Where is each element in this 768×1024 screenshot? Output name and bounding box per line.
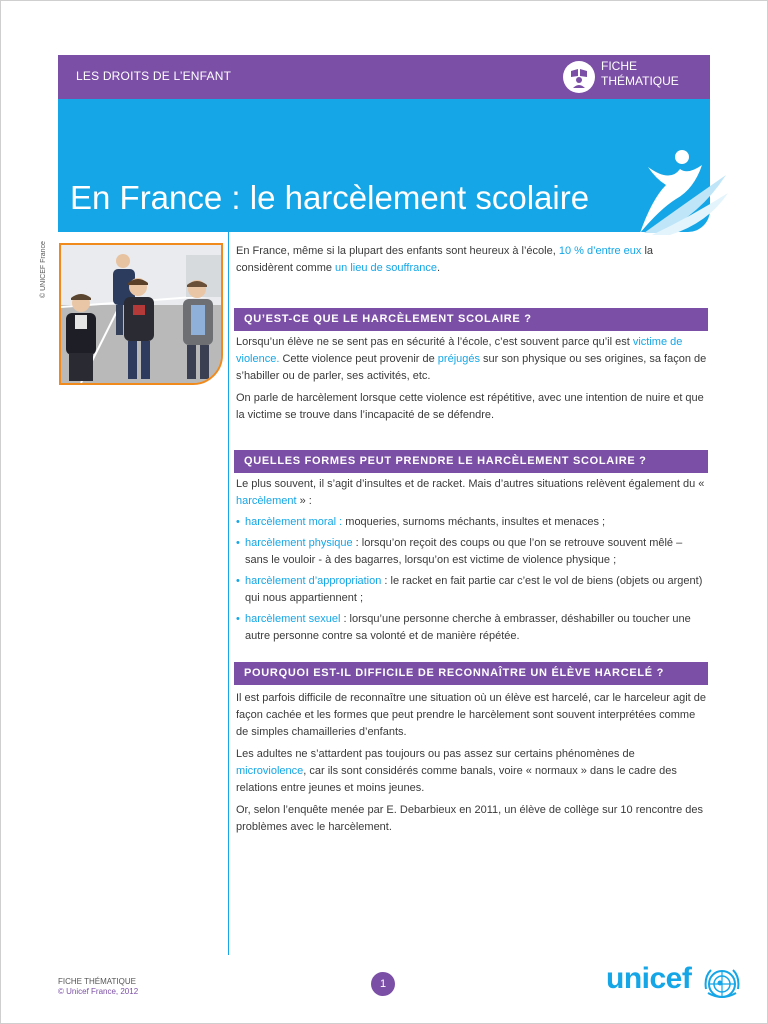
intro-paragraph: En France, même si la plupart des enfants sont heureux à l’école, 10 % d’entre eux la considèrent comme un lieu de souffrance. [236,245,654,274]
section-forms-body: Le plus souvent, il s’agit d’insultes et de racket. Mais d’autres situations relèvent également du « harcèlement » : • harcèlement moral : moqueries, surnoms méchants, insultes et menaces ; • harcèlement physique : lorsqu’on reçoit des coups ou que l’on se retrouve souvent mêlé – sans le vouloir - à des bagarres, lorsqu’on est victime de violence physique ; • harcèlement d’appropriation : le racket en fait partie car c’est le vol de biens (objets ou argent) qui nous appartiennent ; • harcèlement sexuel : lorsqu’une personne cherche à embrasser, déshabiller ou toucher une autre personne contre sa volonté et de manière répétée. [236,476,708,645]
schoolchildren-photo [59,243,223,385]
footer-copyright: © Unicef France, 2012 [58,987,139,996]
section-heading-recognition: POURQUOI EST-IL DIFFICILE DE RECONNAÎTRE UN ÉLÈVE HARCELÉ ? [234,662,708,685]
footer-info [58,977,138,997]
list-item: • harcèlement sexuel : lorsqu’une personne cherche à embrasser, déshabiller ou toucher une autre personne contre sa volonté et de manière répétée. [236,611,708,645]
fiche-thematique-label: FICHE THÉMATIQUE [601,59,679,88]
page-title: En France : le harcèlement scolaire [70,179,590,216]
unicef-child-figure-icon [630,145,730,237]
photo-credit: © UNICEF France [40,241,47,298]
section-heading-definition: QU’EST-CE QUE LE HARCÈLEMENT SCOLAIRE ? [234,308,708,331]
unicef-emblem-icon [703,965,741,1003]
section-definition-body: Lorsqu’un élève ne se sent pas en sécurité à l’école, c’est souvent parce qu’il est victime de violence. Cette violence peut provenir de préjugés sur son physique ou ses origines, sa façon de s’habiller ou de parler, ses activités, etc. On parle de harcèlement lorsque cette violence est répétitive, avec une intention de nuire et que la victime se trouve dans l’incapacité de se défendre. [236,336,707,421]
section-heading-forms: QUELLES FORMES PEUT PRENDRE LE HARCÈLEMENT SCOLAIRE ? [234,450,708,473]
title-banner [58,99,710,232]
column-divider [228,232,229,955]
page-number: 1 [371,972,395,996]
fiche-thematique-icon [563,61,595,93]
list-item: • harcèlement d’appropriation : le racket en fait partie car c’est le vol de biens (objets ou argent) qui nous appartiennent ; [236,573,708,607]
unicef-logo-text: unicef [606,962,692,995]
series-label: LES DROITS DE L’ENFANT [76,69,232,83]
list-item: • harcèlement physique : lorsqu’on reçoit des coups ou que l’on se retrouve souvent mêlé – sans le vouloir - à des bagarres, lorsqu’on est victime de violence physique ; [236,535,708,569]
section-recognition-body: Il est parfois difficile de reconnaître une situation où un élève est harcelé, car le harceleur agit de façon cachée et les formes que peut prendre le harcèlement sont souvent interprétées comme de simples chamailleries d’enfants. Les adultes ne s’attardent pas toujours ou pas assez sur certains phénomènes de microviolence, car ils sont considérés comme banals, voire « normaux » dans le cadre des relations entre jeunes et moins jeunes. Or, selon l’enquête menée par E. Debarbieux en 2011, un élève de collège sur 10 rencontre des problèmes avec le harcèlement. [236,692,707,833]
list-item: • harcèlement moral : moqueries, surnoms méchants, insultes et menaces ; [236,514,708,531]
footer-label: FICHE THÉMATIQUE [58,977,136,986]
header-band [58,55,710,99]
